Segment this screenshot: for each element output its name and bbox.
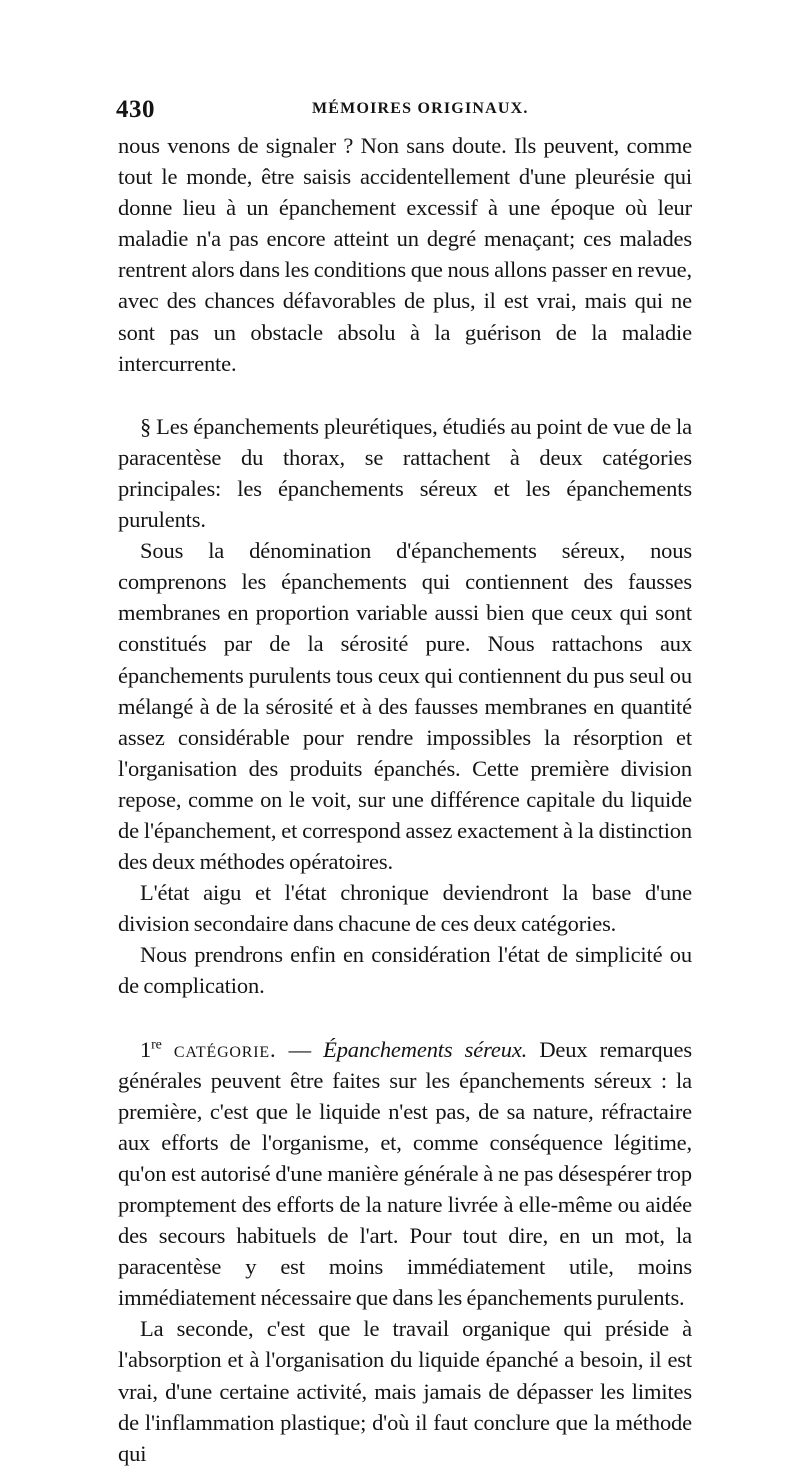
paragraph-3: Sous la dénomination d'épanchements séreux, nous comprenons les épanchements qui contiennent des fausses membranes en proportion variable aussi bien que ceux qui sont constitués par de la sérosité pure. Nous rattachons aux épanchements purulents tous ceux qui contiennent du pus seul ou mélangé à de la sérosité et à des fausses membranes en quantité assez considérable pour rendre impossibles la résorption et l'organisation des produits épanchés. Cette première division repose, comme on le voit, sur une différence capitale du liquide de l'épanchement, et correspond assez exactement à la distinction des deux méthodes opératoires. <box>118 538 692 875</box>
category-number: 1 <box>140 1036 152 1062</box>
category-text: Deux remarques générales peuvent être faites sur les épanchements séreux : la première, c'est que le liquide n'est pas, de sa nature, réfractaire aux efforts de l'organisme, et, comme conséquence légitime, qu'on est autorisé d'une manière générale à ne pas désespérer trop promptement des efforts de la nature livrée à elle-même ou aidée des secours habituels de l'art. Pour tout dire, en un mot, la paracentèse y est moins immédiatement utile, moins immédiatement nécessaire que dans les épanchements purulents. <box>118 1036 692 1311</box>
book-page <box>116 96 692 1466</box>
category-ordinal: re <box>151 1037 162 1053</box>
paragraph-5: Nous prendrons enfin en considération l'état de simplicité ou de complication. <box>118 942 692 999</box>
paragraph-6 <box>118 1034 692 1314</box>
category-dash: — <box>276 1036 324 1062</box>
running-head <box>118 96 692 130</box>
paragraph-7: La seconde, c'est que le travail organique qui préside à l'absorption et à l'organisation du liquide épanché a besoin, il est vrai, d'une certaine activité, mais jamais de dépasser les limites de l'inflammation plastique; d'où il faut conclure que la méthode qui <box>118 1316 692 1466</box>
section-gap <box>118 379 692 411</box>
paragraph-2: § Les épanchements pleurétiques, étudiés au point de vue de la paracentèse du thorax, se rattachent à deux catégories principales: les épanchements séreux et les épanchements purulents. <box>118 413 692 533</box>
category-label: catégorie. <box>173 1036 277 1062</box>
running-title: MÉMOIRES ORIGINAUX. <box>312 100 529 117</box>
paragraph-4: L'état aigu et l'état chronique deviendront la base d'une division secondaire dans chacune de ces deux catégories. <box>118 880 692 937</box>
page-number: 430 <box>116 96 155 123</box>
paragraph-1: nous venons de signaler ? Non sans doute. Ils peuvent, comme tout le monde, être saisis accidentellement d'une pleurésie qui donne lieu à un épanchement excessif à une époque où leur maladie n'a pas encore atteint un degré menaçant; ces malades rentrent alors dans les conditions que nous allons passer en revue, avec des chances défavorables de plus, il est vrai, mais qui ne sont pas un obstacle absolu à la guérison de la maladie intercurrente. <box>118 133 692 376</box>
category-title: Épanchements séreux. <box>323 1036 528 1062</box>
section-gap <box>118 1002 692 1034</box>
